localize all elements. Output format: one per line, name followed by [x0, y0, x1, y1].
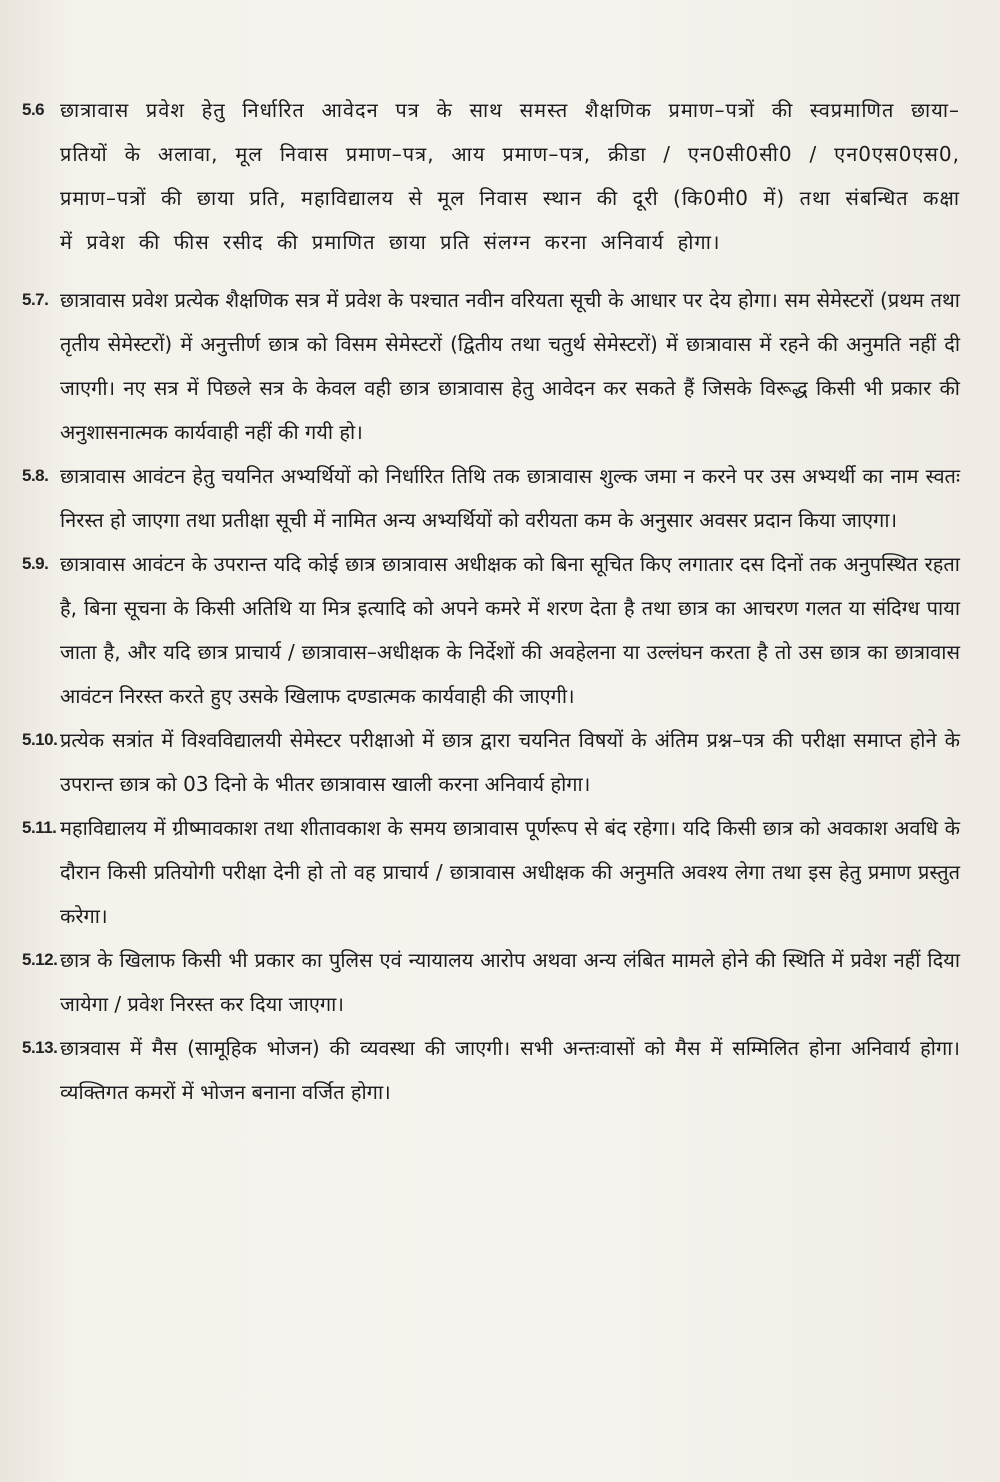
clause-5-7: [22, 278, 960, 454]
clause-5-13: [22, 1026, 960, 1114]
clause-text: छात्रवास में मैस (सामूहिक भोजन) की व्यवस्था की जाएगी। सभी अन्तःवासों को मैस में सम्मिलित होना अनिवार्य होगा। व्यक्तिगत कमरों में भोजन बनाना वर्जित होगा।: [60, 1036, 960, 1104]
clause-5-10: [22, 718, 960, 806]
clause-number: 5.11.: [22, 818, 57, 837]
clause-text: छात्रावास आवंटन हेतु चयनित अभ्यर्थियों को निर्धारित तिथि तक छात्रावास शुल्क जमा न करने पर उस अभ्यर्थी का नाम स्वतः निरस्त हो जाएगा तथा प्रतीक्षा सूची में नामित अन्य अभ्यर्थियों को वरीयता कम के अनुसार अवसर प्रदान किया जाएगा।: [60, 464, 960, 532]
clause-text: महाविद्यालय में ग्रीष्मावकाश तथा शीतावकाश के समय छात्रावास पूर्णरूप से बंद रहेगा। यदि किसी छात्र को अवकाश अवधि के दौरान किसी प्रतियोगी परीक्षा देनी हो तो वह प्राचार्य / छात्रावास अधीक्षक की अनुमति अवश्य लेगा तथा इस हेतु प्रमाण प्रस्तुत करेगा।: [60, 816, 960, 928]
clause-text: छात्रावास आवंटन के उपरान्त यदि कोई छात्र छात्रावास अधीक्षक को बिना सूचित किए लगातार दस दिनों तक अनुपस्थित रहता है, बिना सूचना के किसी अतिथि या मित्र इत्यादि को अपने कमरे में शरण देता है तथा छात्र का आचरण गलत या संदिग्ध पाया जाता है, और यदि छात्र प्राचार्य / छात्रावास–अधीक्षक के निर्देशों की अवहेलना या उल्लंघन करता है तो उस छात्र का छात्रावास आवंटन निरस्त करते हुए उसके खिलाफ दण्डात्मक कार्यवाही की जाएगी।: [60, 552, 961, 708]
clause-number: 5.9.: [22, 554, 49, 573]
clause-5-6: [22, 88, 960, 264]
clause-number: 5.6: [22, 100, 45, 119]
clause-number: 5.13.: [22, 1038, 58, 1057]
clause-number: 5.10.: [22, 730, 58, 749]
clause-text: प्रत्येक सत्रांत में विश्वविद्यालयी सेमेस्टर परीक्षाओ में छात्र द्वारा चयनित विषयों के अंतिम प्रश्न–पत्र की परीक्षा समाप्त होने के उपरान्त छात्र को 03 दिनो के भीतर छात्रावास खाली करना अनिवार्य होगा।: [60, 728, 960, 796]
clause-number: 5.7.: [22, 290, 49, 309]
clause-text: छात्रावास प्रवेश प्रत्येक शैक्षणिक सत्र में प्रवेश के पश्चात नवीन वरियता सूची के आधार पर देय होगा। सम सेमेस्टरों (प्रथम तथा तृतीय सेमेस्टरों) में अनुत्तीर्ण छात्र को विसम सेमेस्टरों (द्वितीय तथा चतुर्थ सेमेस्टरों) में छात्रावास में रहने की अनुमति नहीं दी जाएगी। नए सत्र में पिछले सत्र के केवल वही छात्र छात्रावास हेतु आवेदन कर सकते हैं जिसके विरूद्ध किसी भी प्रकार की अनुशासनात्मक कार्यवाही नहीं की गयी हो।: [60, 288, 960, 444]
clause-number: 5.8.: [22, 466, 49, 485]
clause-5-11: [22, 806, 960, 938]
clause-5-8: [22, 454, 960, 542]
clause-text: छात्रावास प्रवेश हेतु निर्धारित आवेदन पत्र के साथ समस्त शैक्षणिक प्रमाण–पत्रों की स्वप्रमाणित छाया–प्रतियों के अलावा, मूल निवास प्रमाण–पत्र, आय प्रमाण–पत्र, क्रीडा / एन0सी0सी0 / एन0एस0एस0, प्रमाण–पत्रों की छाया प्रति, महाविद्यालय से मूल निवास स्थान की दूरी (कि0मी0 में) तथा संबन्धित कक्षा में प्रवेश की फीस रसीद की प्रमाणित छाया प्रति संलग्न करना अनिवार्य होगा।: [60, 98, 960, 254]
clause-5-12: [22, 938, 960, 1026]
clause-number: 5.12.: [22, 950, 58, 969]
clause-5-9: [22, 542, 960, 718]
clause-text: छात्र के खिलाफ किसी भी प्रकार का पुलिस एवं न्यायालय आरोप अथवा अन्य लंबित मामले होने की स्थिति में प्रवेश नहीं दिया जायेगा / प्रवेश निरस्त कर दिया जाएगा।: [60, 948, 960, 1016]
